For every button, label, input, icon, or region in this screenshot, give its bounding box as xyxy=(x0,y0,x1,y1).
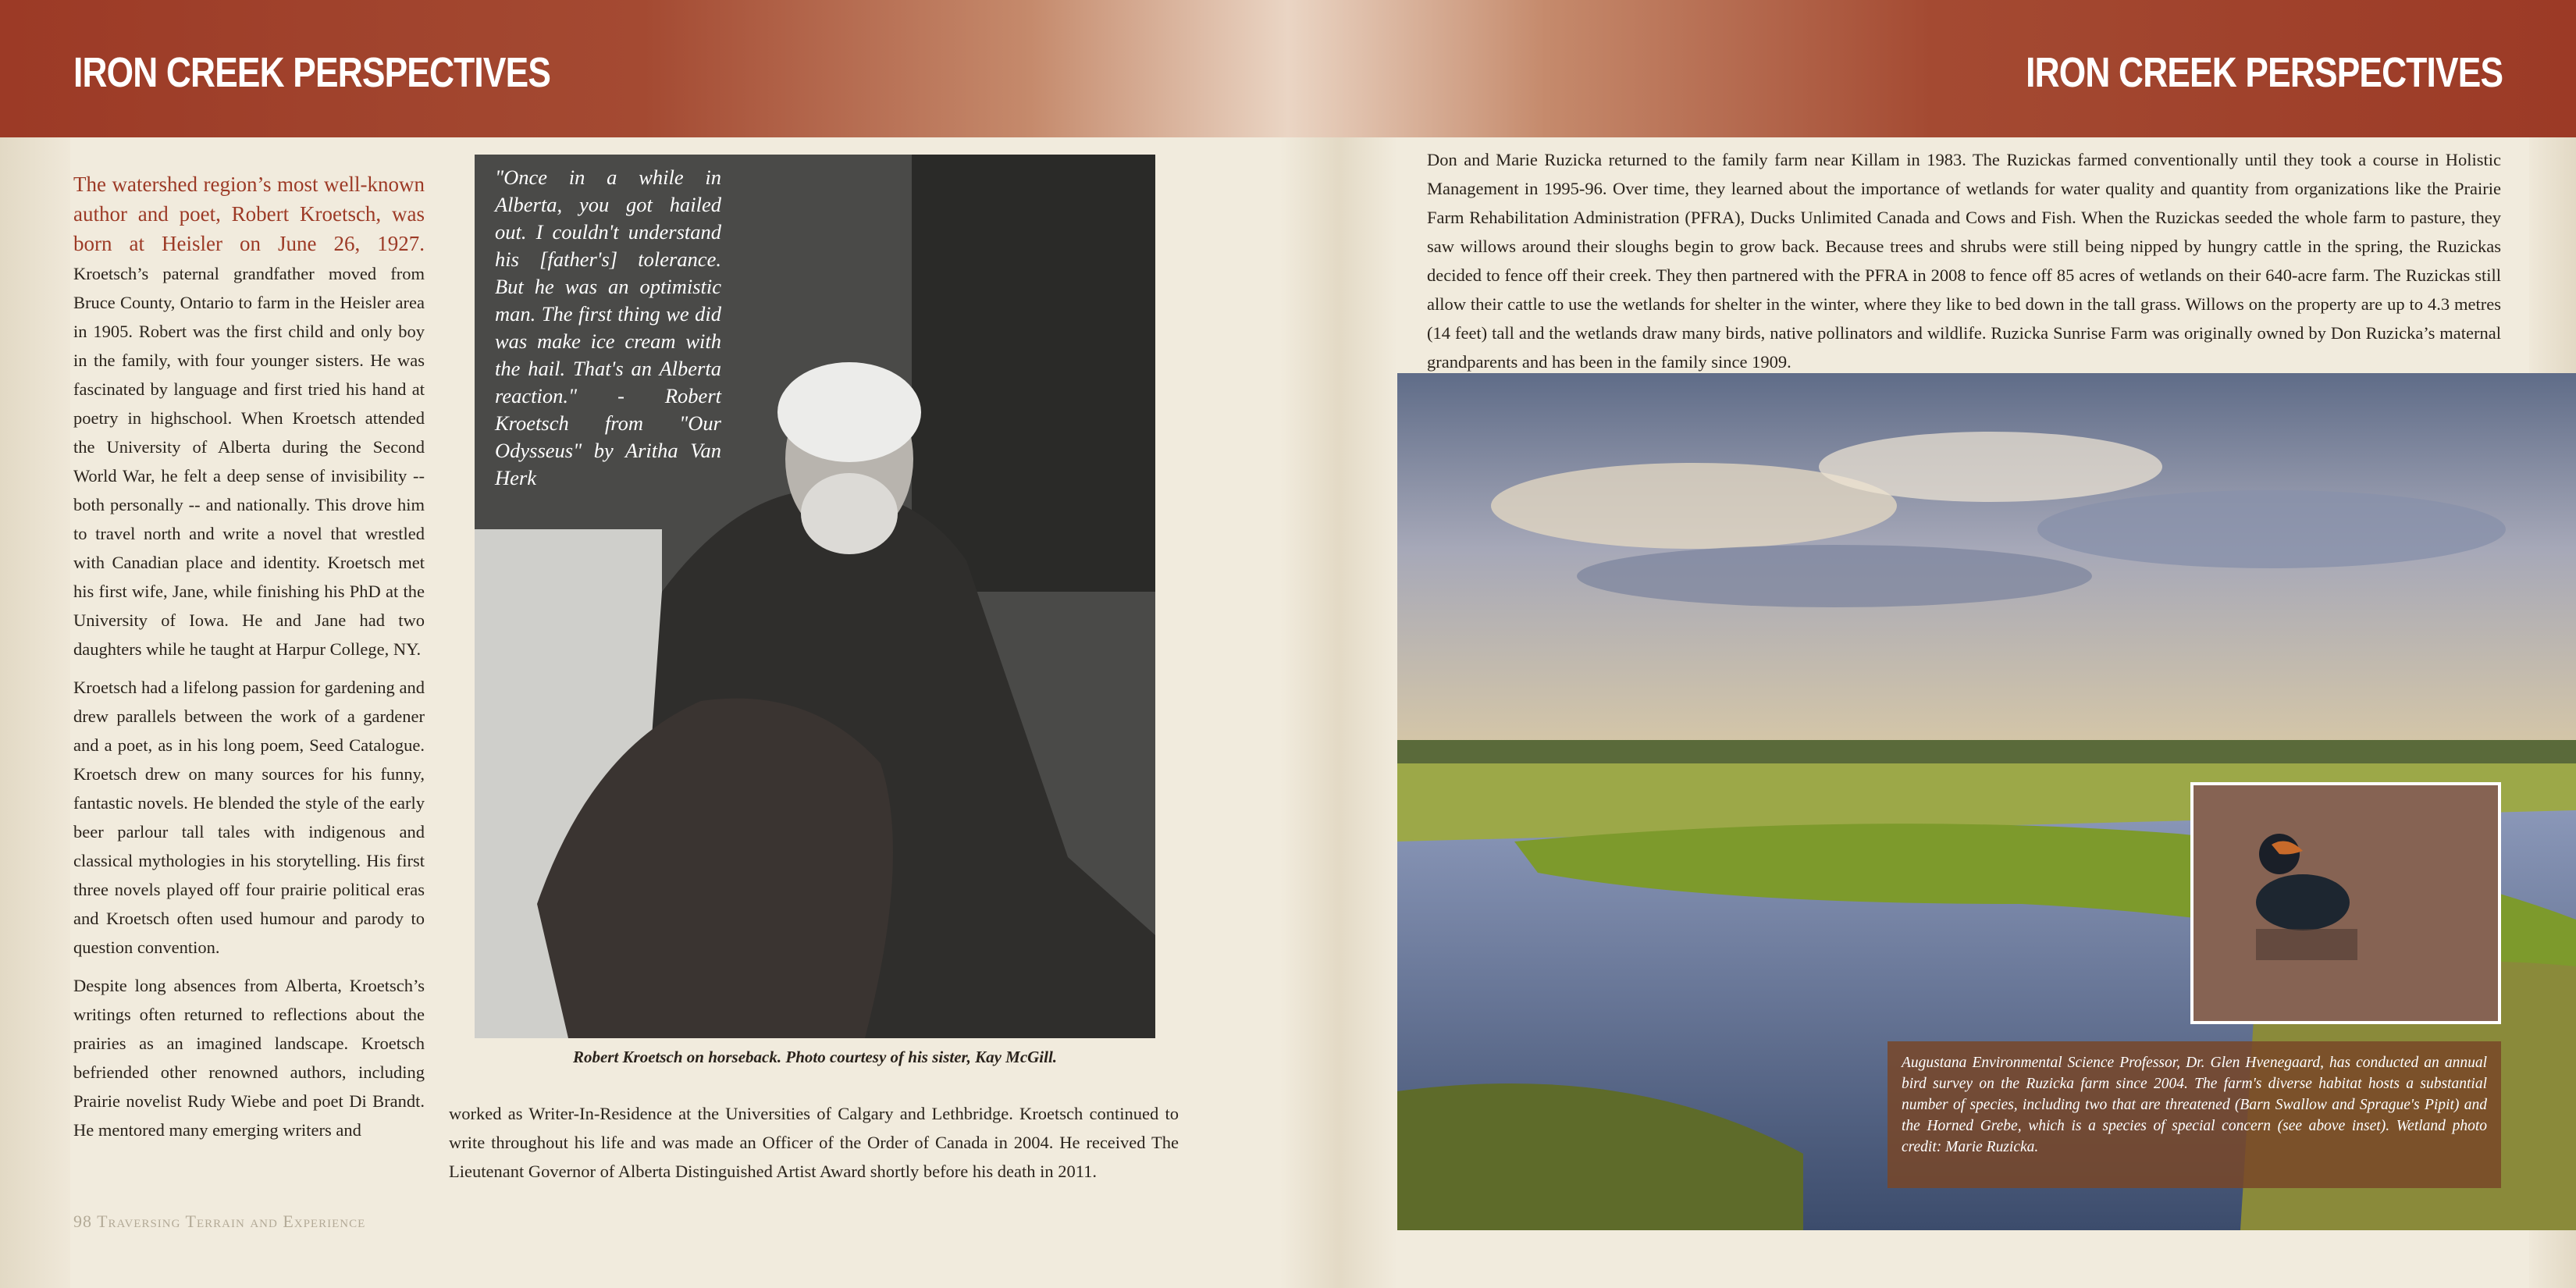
spine-decorative-ribbon xyxy=(1280,137,1397,1288)
lead-sentence: The watershed region’s most well-known author and poet, Robert Kroetsch, was born at Heisler on June 26, 1927. xyxy=(73,173,425,255)
wetland-photo-caption: Augustana Environmental Science Professor, Dr. Glen Hvenegaard, has conducted an annual bird survey on the Ruzicka farm since 2004. The farm's diverse habitat hosts a substantial number of species, including two that are threatened (Barn Swallow and Sprague's Pipit) and the Horned Grebe, which is a species of special concern (see above inset). Wetland photo credit: Marie Ruzicka. xyxy=(1888,1041,2501,1188)
page-header-band xyxy=(0,0,2576,137)
absences-paragraph: Despite long absences from Alberta, Kroetsch’s writings often returned to reflections about the prairies as an imagined landscape. Kroetsch befriended other renowned authors, including Prairie novelist Rudy Wiebe and poet Di Brandt. He mentored many emerging writers and xyxy=(73,976,425,1140)
gardening-paragraph: Kroetsch had a lifelong passion for gardening and drew parallels between the work of a gardener and a poet, as in his long poem, Seed Catalogue. Kroetsch drew on many sources for his funny, fantastic novels. He blended the style of the early beer parlour tall tales with indigenous and classical mythologies in his storytelling. His first three novels played off four prairie political eras and Kroetsch often used humour and parody to question convention. xyxy=(73,678,425,957)
intro-body: Kroetsch’s paternal grandfather moved from Bruce County, Ontario to farm in the Heisler area in 1905. Robert was the first child and only boy in the family, with four younger sisters. He was fascinated by language and first tried his hand at poetry in highschool. When Kroetsch attended the University of Alberta during the Second World War, he felt a deep sense of invisibility -- both personally -- and nationally. This drove him to travel north and write a novel that wrestled with Canadian place and identity. Kroetsch met his first wife, Jane, while finishing his PhD at the University of Iowa. He and Jane had two daughters while he taught at Harpur College, NY. xyxy=(73,264,425,659)
ruzicka-body-text: Don and Marie Ruzicka returned to the family farm near Killam in 1983. The Ruzickas farmed conventionally until they took a course in Holistic Management in 1995-96. Over time, they learned about the importance of wetlands for water quality and quantity from organizations like the Prairie Farm Rehabilitation Administration (PFRA), Ducks Unlimited Canada and Cows and Fish. When the Ruzickas seeded the whole farm to pasture, they saw willows around their sloughs begin to grow back. Because trees and shrubs were still being nipped by hungry cattle in the spring, the Ruzickas decided to fence off their creek. They then partnered with the PFRA in 2008 to fence off 85 acres of wetlands on their 640-acre farm. The Ruzickas still allow their cattle to use the wetlands for shelter in the winter, where they like to bed down in the tall grass. Willows on the property are up to 4.3 metres (14 feet) tall and the wetlands draw many birds, native pollinators and wildlife. Ruzicka Sunrise Farm was originally owned by Don Ruzicka’s maternal grandparents and has been in the family since 1909. xyxy=(1427,150,2501,372)
grebe-illustration xyxy=(2194,785,2498,1021)
page-footer: 98 Traversing Terrain and Experience xyxy=(73,1212,366,1231)
kroetsch-quote: "Once in a while in Alberta, you got hailed out. I couldn't understand his [father's] tolerance. But he was an optimistic man. The first thing we did was make ice cream with the hail. That's an Alberta reaction." - Robert Kroetsch from "Our Odysseus" by Aritha Van Herk xyxy=(495,165,721,489)
kroetsch-horseback-photo xyxy=(475,155,1155,1038)
continued-paragraph: worked as Writer-In-Residence at the Universities of Calgary and Lethbridge. Kroetsch continued to write throughout his life and was made an Officer of the Order of Canada in 2004. He received The Lieutenant Governor of Alberta Distinguished Artist Award shortly before his death in 2011. xyxy=(449,1104,1179,1181)
left-body-column xyxy=(73,170,425,1154)
horned-grebe-inset-photo xyxy=(2190,782,2501,1024)
photo-caption: Robert Kroetsch on horseback. Photo courtesy of his sister, Kay McGill. xyxy=(572,1048,1058,1066)
intro-paragraph xyxy=(73,170,425,664)
right-header-title: IRON CREEK PERSPECTIVES xyxy=(2025,49,2503,96)
left-header-title: IRON CREEK PERSPECTIVES xyxy=(73,49,551,96)
left-decorative-ribbon xyxy=(0,137,70,1288)
